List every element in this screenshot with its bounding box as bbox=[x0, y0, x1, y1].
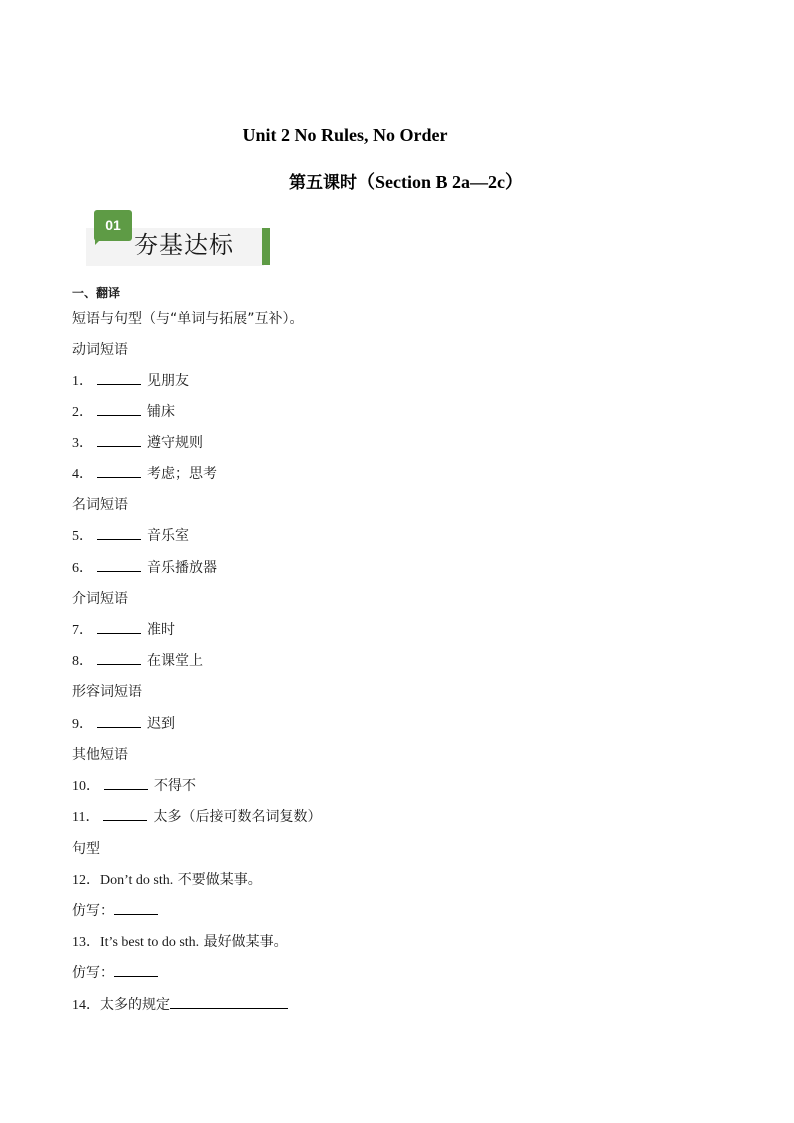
imitate-line: 仿写： bbox=[72, 902, 158, 920]
badge-tail-icon bbox=[95, 239, 101, 245]
sentence-pattern: It’s best to do sth. bbox=[100, 935, 200, 950]
answer-blank[interactable] bbox=[103, 808, 147, 821]
list-item: 8． 在课堂上 bbox=[72, 653, 203, 669]
list-item: 11． 太多（后接可数名词复数） bbox=[72, 809, 322, 825]
group-heading-other: 其他短语 bbox=[72, 747, 128, 763]
answer-blank[interactable] bbox=[170, 996, 288, 1009]
sentence-pattern: Don’t do sth. bbox=[100, 873, 174, 888]
answer-blank[interactable] bbox=[97, 403, 141, 416]
group-heading-verb: 动词短语 bbox=[72, 342, 128, 358]
banner-title: 夯基达标 bbox=[134, 231, 234, 259]
answer-blank[interactable] bbox=[97, 621, 141, 634]
answer-blank[interactable] bbox=[97, 527, 141, 540]
answer-blank[interactable] bbox=[104, 777, 148, 790]
answer-blank[interactable] bbox=[97, 434, 141, 447]
answer-blank[interactable] bbox=[97, 652, 141, 665]
imitate-line: 仿写： bbox=[72, 964, 158, 982]
answer-blank[interactable] bbox=[97, 559, 141, 572]
group-heading-adj: 形容词短语 bbox=[72, 684, 142, 700]
banner-accent-bar bbox=[262, 228, 270, 265]
document-title: Unit 2 No Rules, No Order bbox=[242, 125, 448, 145]
list-item: 14．太多的规定 bbox=[72, 996, 288, 1015]
intro-text: 短语与句型（与“单词与拓展”互补）。 bbox=[72, 311, 304, 327]
list-item: 6． 音乐播放器 bbox=[72, 560, 217, 576]
list-item: 2． 铺床 bbox=[72, 404, 175, 420]
section-heading: 一、翻译 bbox=[72, 286, 121, 300]
answer-blank[interactable] bbox=[114, 964, 158, 977]
subtitle-lesson: 第五课时 bbox=[289, 173, 357, 193]
list-item: 7． 准时 bbox=[72, 622, 175, 638]
list-item: 5． 音乐室 bbox=[72, 528, 189, 544]
group-heading-prep: 介词短语 bbox=[72, 591, 128, 607]
document-subtitle bbox=[0, 168, 794, 194]
subtitle-section: （Section B 2a—2c） bbox=[357, 172, 523, 192]
section-banner bbox=[86, 210, 272, 266]
group-heading-sentence: 句型 bbox=[72, 841, 100, 857]
group-heading-noun: 名词短语 bbox=[72, 497, 128, 513]
answer-blank[interactable] bbox=[97, 715, 141, 728]
banner-number-badge: 01 bbox=[94, 210, 132, 241]
list-item: 9． 迟到 bbox=[72, 716, 175, 732]
list-item: 3． 遵守规则 bbox=[72, 435, 203, 451]
list-item: 10． 不得不 bbox=[72, 778, 196, 794]
list-item: 1． 见朋友 bbox=[72, 373, 189, 389]
answer-blank[interactable] bbox=[97, 465, 141, 478]
answer-blank[interactable] bbox=[97, 372, 141, 385]
list-item: 4． 考虑；思考 bbox=[72, 466, 217, 482]
sentence-item: 13．It’s best to do sth. 最好做某事。 bbox=[72, 934, 288, 950]
sentence-item: 12．Don’t do sth. 不要做某事。 bbox=[72, 872, 262, 888]
answer-blank[interactable] bbox=[114, 902, 158, 915]
